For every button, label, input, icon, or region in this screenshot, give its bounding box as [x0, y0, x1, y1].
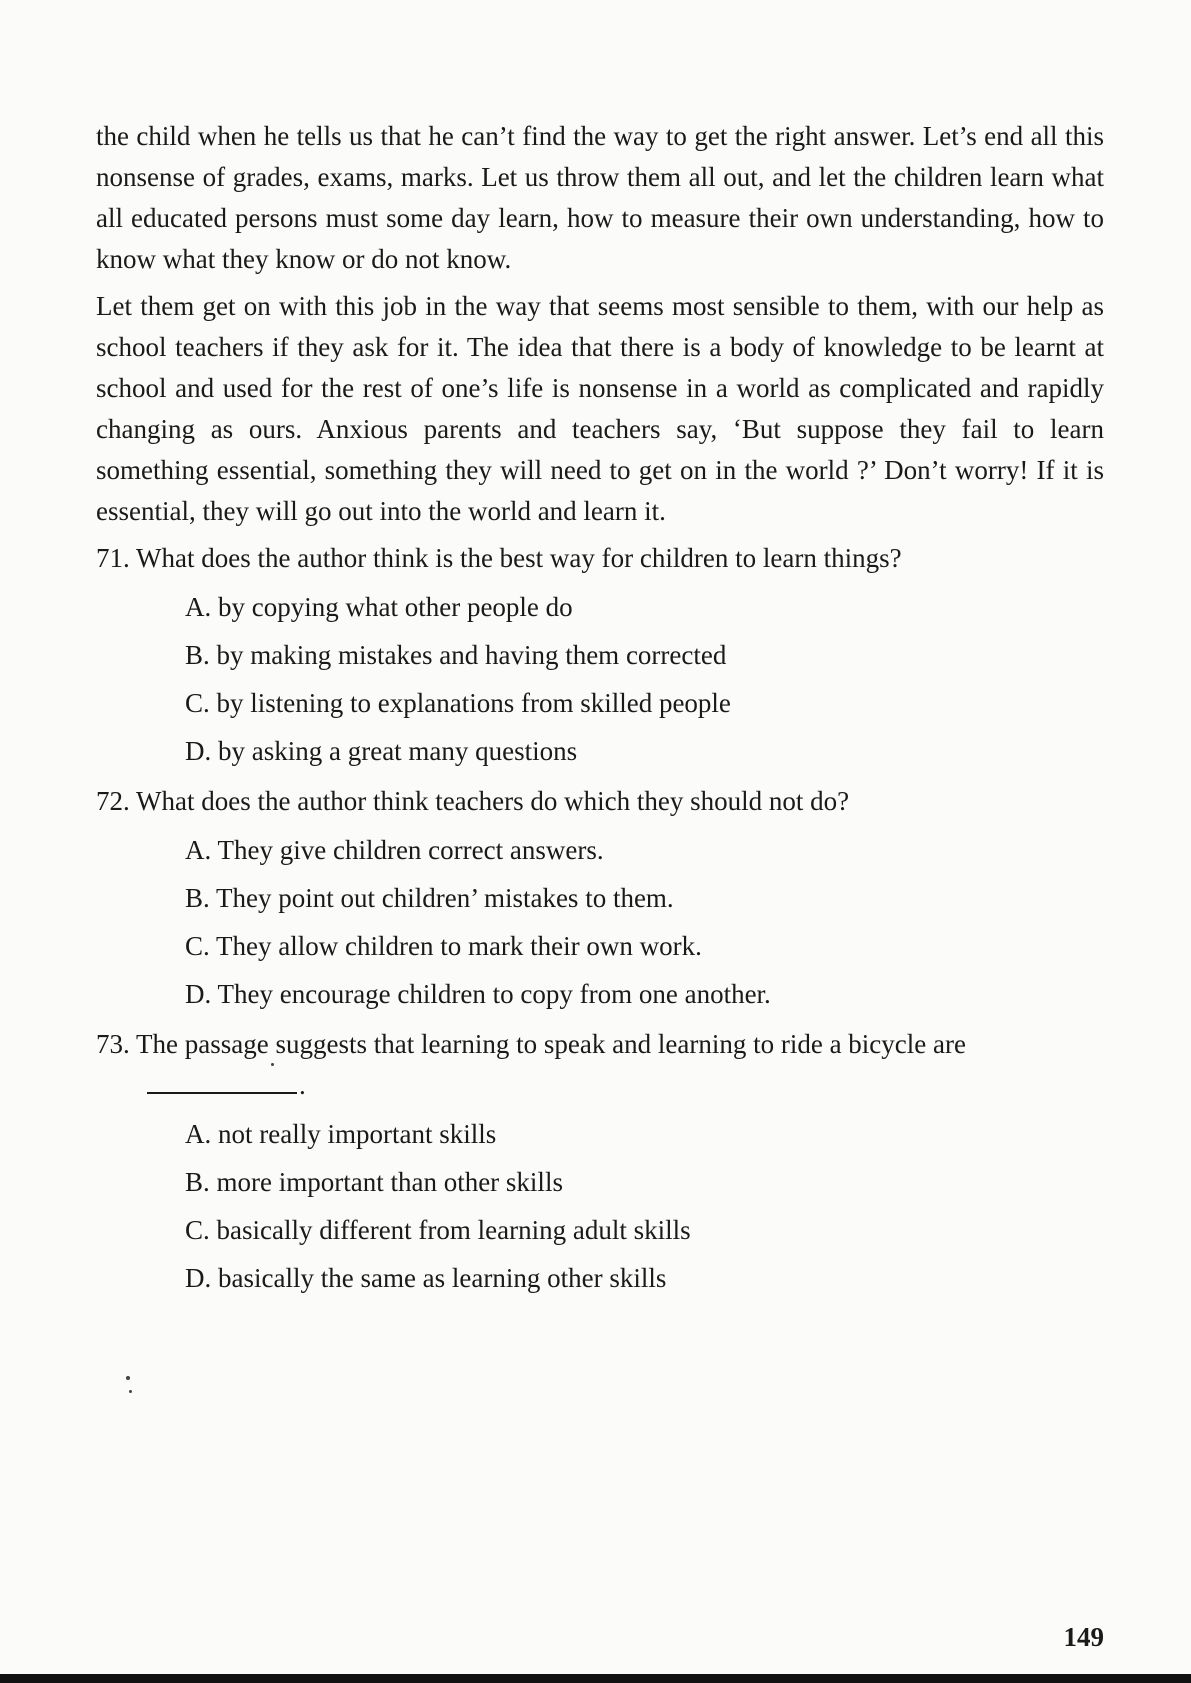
- scan-speck: [129, 1390, 132, 1393]
- options-list: [96, 826, 1104, 1018]
- question-stem: [96, 781, 1104, 822]
- page-content: [96, 116, 1104, 1302]
- question-text: The passage suggests that learning to speak and learning to ride a bicycle are: [136, 1029, 966, 1059]
- scan-speck: [126, 1376, 130, 1380]
- option-d: D. by asking a great many questions: [185, 736, 578, 766]
- options-list: [96, 583, 1104, 775]
- question-71: [96, 538, 1104, 775]
- page-number: 149: [1063, 1622, 1104, 1652]
- question-text: What does the author think teachers do which they should not do?: [136, 786, 850, 816]
- passage-paragraph: Let them get on with this job in the way that seems most sensible to them, with our help as school teachers if they ask for it. The idea that there is a body of knowledge to be learnt at school and used for the rest of one’s life is nonsense in a world as complicated and rapidly changing as ours. Anxious parents and teachers say, ‘But suppose they fail to learn something essential, something they will need to get on in the world ?’ Don’t worry! If it is essential, they will go out into the world and learn it.: [96, 291, 1104, 526]
- option-b: B. They point out children’ mistakes to them.: [185, 883, 674, 913]
- option-c: C. basically different from learning adult skills: [185, 1215, 691, 1245]
- option-b: B. more important than other skills: [185, 1167, 563, 1197]
- option-d: D. basically the same as learning other skills: [185, 1263, 667, 1293]
- question-number: 71.: [96, 543, 130, 573]
- option-a: A. by copying what other people do: [185, 592, 573, 622]
- option-c: C. They allow children to mark their own work.: [185, 931, 702, 961]
- question-number: 73.: [96, 1029, 130, 1059]
- option-a: A. They give children correct answers.: [185, 835, 604, 865]
- option-a: A. not really important skills: [185, 1119, 497, 1149]
- passage-paragraph: the child when he tells us that he can’t find the way to get the right answer. Let’s end all this nonsense of grades, exams, marks. Let us throw them all out, and let the children learn what all educated persons must some day learn, how to measure their own understanding, how to know what they know or do not know.: [96, 121, 1104, 274]
- answer-blank: [147, 1091, 297, 1094]
- question-text: What does the author think is the best way for children to learn things?: [136, 543, 902, 573]
- scan-speck: [271, 1063, 274, 1066]
- options-list: [96, 1110, 1104, 1302]
- question-stem: [96, 538, 1104, 579]
- option-d: D. They encourage children to copy from one another.: [185, 979, 771, 1009]
- question-stem: [96, 1024, 1104, 1106]
- option-c: C. by listening to explanations from skilled people: [185, 688, 731, 718]
- question-number: 72.: [96, 786, 130, 816]
- question-73: [96, 1024, 1104, 1302]
- question-text-end: .: [299, 1070, 306, 1100]
- scan-edge: [0, 1674, 1191, 1683]
- option-b: B. by making mistakes and having them corrected: [185, 640, 727, 670]
- question-72: [96, 781, 1104, 1018]
